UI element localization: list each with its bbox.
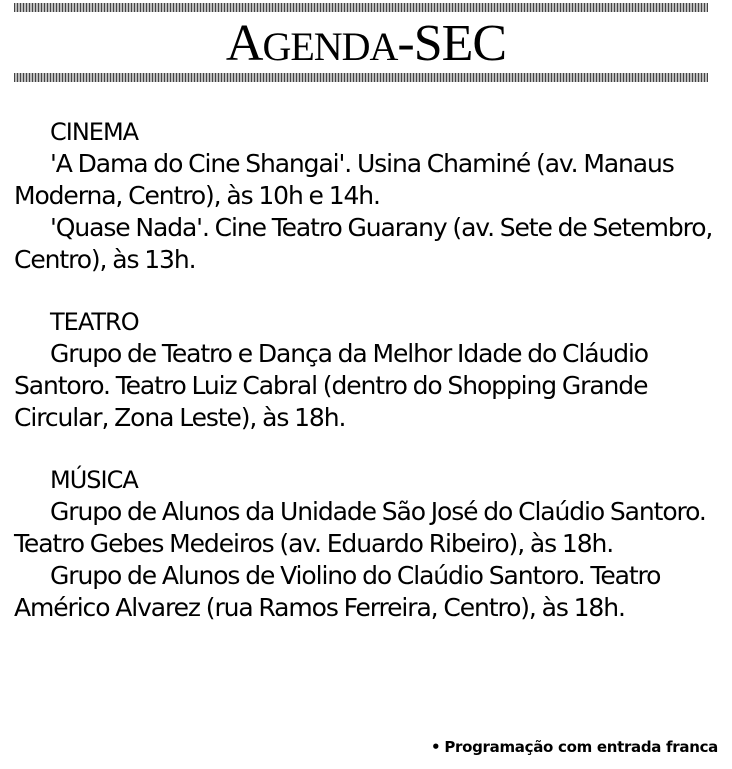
event-entry: Grupo de Alunos da Unidade São José do Claúdio Santoro. Teatro Gebes Medeiros (av. Eduardo Ribeiro), às 18h.: [14, 497, 706, 558]
event-entry: 'A Dama do Cine Shangai'. Usina Chaminé (av. Manaus Moderna, Centro), às 10h e 14h.: [14, 149, 674, 210]
event-entry: Grupo de Teatro e Dança da Melhor Idade do Cláudio Santoro. Teatro Luiz Cabral (dentro do Shopping Grande Circular, Zona Leste), às 18h.: [14, 339, 648, 432]
title-suffix: -SEC: [397, 15, 507, 72]
section-heading: MÚSICA: [50, 466, 138, 494]
agenda-content: [14, 116, 724, 654]
masthead-title: [0, 14, 732, 74]
bullet-icon: •: [431, 738, 441, 756]
event-entry: Grupo de Alunos de Violino do Claúdio Santoro. Teatro Américo Alvarez (rua Ramos Ferreira, Centro), às 18h.: [14, 561, 661, 622]
section-musica: [14, 464, 724, 624]
section-heading: TEATRO: [50, 308, 139, 336]
title-smallcaps: GENDA: [262, 24, 398, 69]
section-cinema: [14, 116, 724, 276]
section-teatro: [14, 306, 724, 434]
footer-note: [431, 738, 718, 756]
bottom-rule: [14, 73, 708, 82]
title-initial: A: [225, 15, 263, 72]
section-heading: CINEMA: [50, 118, 139, 146]
top-rule: [14, 3, 708, 12]
event-entry: 'Quase Nada'. Cine Teatro Guarany (av. Sete de Setembro, Centro), às 13h.: [14, 213, 713, 274]
footer-note-text: Programação com entrada franca: [444, 738, 718, 756]
